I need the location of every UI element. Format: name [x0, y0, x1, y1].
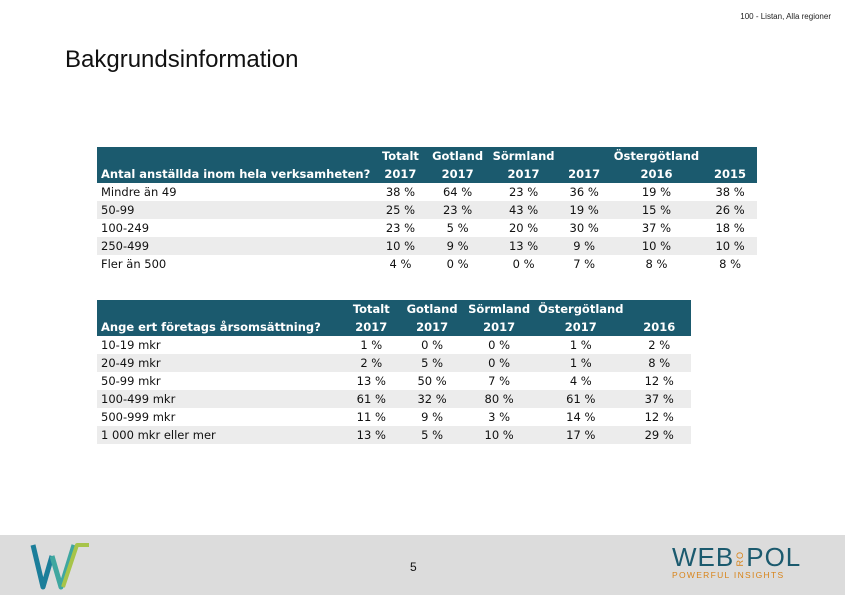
row-label: 250-499: [97, 237, 374, 255]
header-cell: [703, 147, 757, 165]
year-cell: 2017: [343, 318, 400, 336]
table-cell: 43 %: [489, 201, 559, 219]
table-row: [97, 237, 757, 255]
revenue-table: [97, 300, 691, 444]
table-cell: 5 %: [400, 426, 464, 444]
year-cell: 2017: [534, 318, 627, 336]
page-number: 5: [410, 560, 417, 574]
table-row: [97, 408, 691, 426]
table-cell: 23 %: [489, 183, 559, 201]
table-cell: 10 %: [374, 237, 426, 255]
year-cell: 2017: [400, 318, 464, 336]
year-cell: 2017: [464, 318, 534, 336]
table-cell: 17 %: [534, 426, 627, 444]
table-cell: 8 %: [610, 255, 703, 273]
table-cell: 3 %: [464, 408, 534, 426]
table-cell: 7 %: [559, 255, 610, 273]
table-cell: 19 %: [610, 183, 703, 201]
table-cell: 0 %: [464, 336, 534, 354]
table-row: [97, 255, 757, 273]
table-row: [97, 390, 691, 408]
year-cell: 2016: [627, 318, 691, 336]
table-cell: 26 %: [703, 201, 757, 219]
table-cell: 37 %: [627, 390, 691, 408]
question-cell: Ange ert företags årsomsättning?: [97, 318, 343, 336]
table-cell: 0 %: [489, 255, 559, 273]
table-row: [97, 372, 691, 390]
table-cell: 4 %: [534, 372, 627, 390]
header-cell: Gotland: [400, 300, 464, 318]
table-header-row: [97, 147, 757, 165]
table-row: [97, 183, 757, 201]
table-cell: 80 %: [464, 390, 534, 408]
table-cell: 5 %: [427, 219, 489, 237]
row-label: 50-99 mkr: [97, 372, 343, 390]
header-tag: 100 - Listan, Alla regioner: [740, 12, 831, 21]
year-cell: 2017: [374, 165, 426, 183]
w-logo-icon: [30, 542, 92, 590]
header-cell: [627, 300, 691, 318]
row-label: 500-999 mkr: [97, 408, 343, 426]
table-cell: 2 %: [343, 354, 400, 372]
table-cell: 20 %: [489, 219, 559, 237]
table-cell: 18 %: [703, 219, 757, 237]
header-cell: [559, 147, 610, 165]
table-cell: 8 %: [627, 354, 691, 372]
year-cell: 2017: [559, 165, 610, 183]
year-cell: 2016: [610, 165, 703, 183]
page-title: Bakgrundsinformation: [65, 46, 299, 73]
table-cell: 64 %: [427, 183, 489, 201]
table-cell: 12 %: [627, 372, 691, 390]
table-cell: 1 %: [534, 354, 627, 372]
row-label: Mindre än 49: [97, 183, 374, 201]
header-cell: [97, 147, 374, 165]
table-cell: 9 %: [400, 408, 464, 426]
header-cell: Sörmland: [489, 147, 559, 165]
table-row: [97, 354, 691, 372]
table-cell: 25 %: [374, 201, 426, 219]
table-cell: 10 %: [464, 426, 534, 444]
row-label: 100-249: [97, 219, 374, 237]
row-label: Fler än 500: [97, 255, 374, 273]
table-cell: 23 %: [427, 201, 489, 219]
table-cell: 50 %: [400, 372, 464, 390]
table-cell: 0 %: [400, 336, 464, 354]
row-label: 20-49 mkr: [97, 354, 343, 372]
table-cell: 19 %: [559, 201, 610, 219]
header-cell: [97, 300, 343, 318]
row-label: 10-19 mkr: [97, 336, 343, 354]
year-cell: 2017: [489, 165, 559, 183]
table-cell: 32 %: [400, 390, 464, 408]
table-cell: 14 %: [534, 408, 627, 426]
year-cell: 2017: [427, 165, 489, 183]
header-cell: Sörmland: [464, 300, 534, 318]
row-label: 50-99: [97, 201, 374, 219]
table-cell: 2 %: [627, 336, 691, 354]
table-cell: 37 %: [610, 219, 703, 237]
table-header-row: [97, 165, 757, 183]
webropol-logo: [672, 542, 812, 580]
question-cell: Antal anställda inom hela verksamheten?: [97, 165, 374, 183]
header-cell: Östergötland: [610, 147, 703, 165]
table-cell: 0 %: [464, 354, 534, 372]
table-cell: 5 %: [400, 354, 464, 372]
table-cell: 1 %: [534, 336, 627, 354]
table-header-row: [97, 318, 691, 336]
table-cell: 38 %: [374, 183, 426, 201]
header-cell: Östergötland: [534, 300, 627, 318]
row-label: 1 000 mkr eller mer: [97, 426, 343, 444]
table-cell: 61 %: [534, 390, 627, 408]
row-label: 100-499 mkr: [97, 390, 343, 408]
table-cell: 1 %: [343, 336, 400, 354]
table-cell: 4 %: [374, 255, 426, 273]
table-cell: 23 %: [374, 219, 426, 237]
table-cell: 7 %: [464, 372, 534, 390]
table-row: [97, 201, 757, 219]
brand-tagline: POWERFUL INSIGHTS: [672, 570, 785, 580]
table-cell: 15 %: [610, 201, 703, 219]
table-cell: 12 %: [627, 408, 691, 426]
table-cell: 38 %: [703, 183, 757, 201]
table-cell: 10 %: [703, 237, 757, 255]
brand-right: POL: [746, 542, 802, 572]
table-cell: 13 %: [489, 237, 559, 255]
header-cell: Gotland: [427, 147, 489, 165]
table-cell: 36 %: [559, 183, 610, 201]
employees-table: [97, 147, 757, 273]
header-cell: Totalt: [374, 147, 426, 165]
table-cell: 61 %: [343, 390, 400, 408]
table-cell: 0 %: [427, 255, 489, 273]
table-cell: 13 %: [343, 372, 400, 390]
brand-mid: RO: [735, 551, 746, 567]
table-cell: 13 %: [343, 426, 400, 444]
table-row: [97, 336, 691, 354]
table-cell: 30 %: [559, 219, 610, 237]
year-cell: 2015: [703, 165, 757, 183]
table-cell: 10 %: [610, 237, 703, 255]
header-cell: Totalt: [343, 300, 400, 318]
table-cell: 9 %: [427, 237, 489, 255]
table-cell: 11 %: [343, 408, 400, 426]
brand-left: WEB: [672, 542, 735, 572]
table-row: [97, 426, 691, 444]
table-header-row: [97, 300, 691, 318]
table-cell: 8 %: [703, 255, 757, 273]
table-row: [97, 219, 757, 237]
table-cell: 9 %: [559, 237, 610, 255]
table-cell: 29 %: [627, 426, 691, 444]
